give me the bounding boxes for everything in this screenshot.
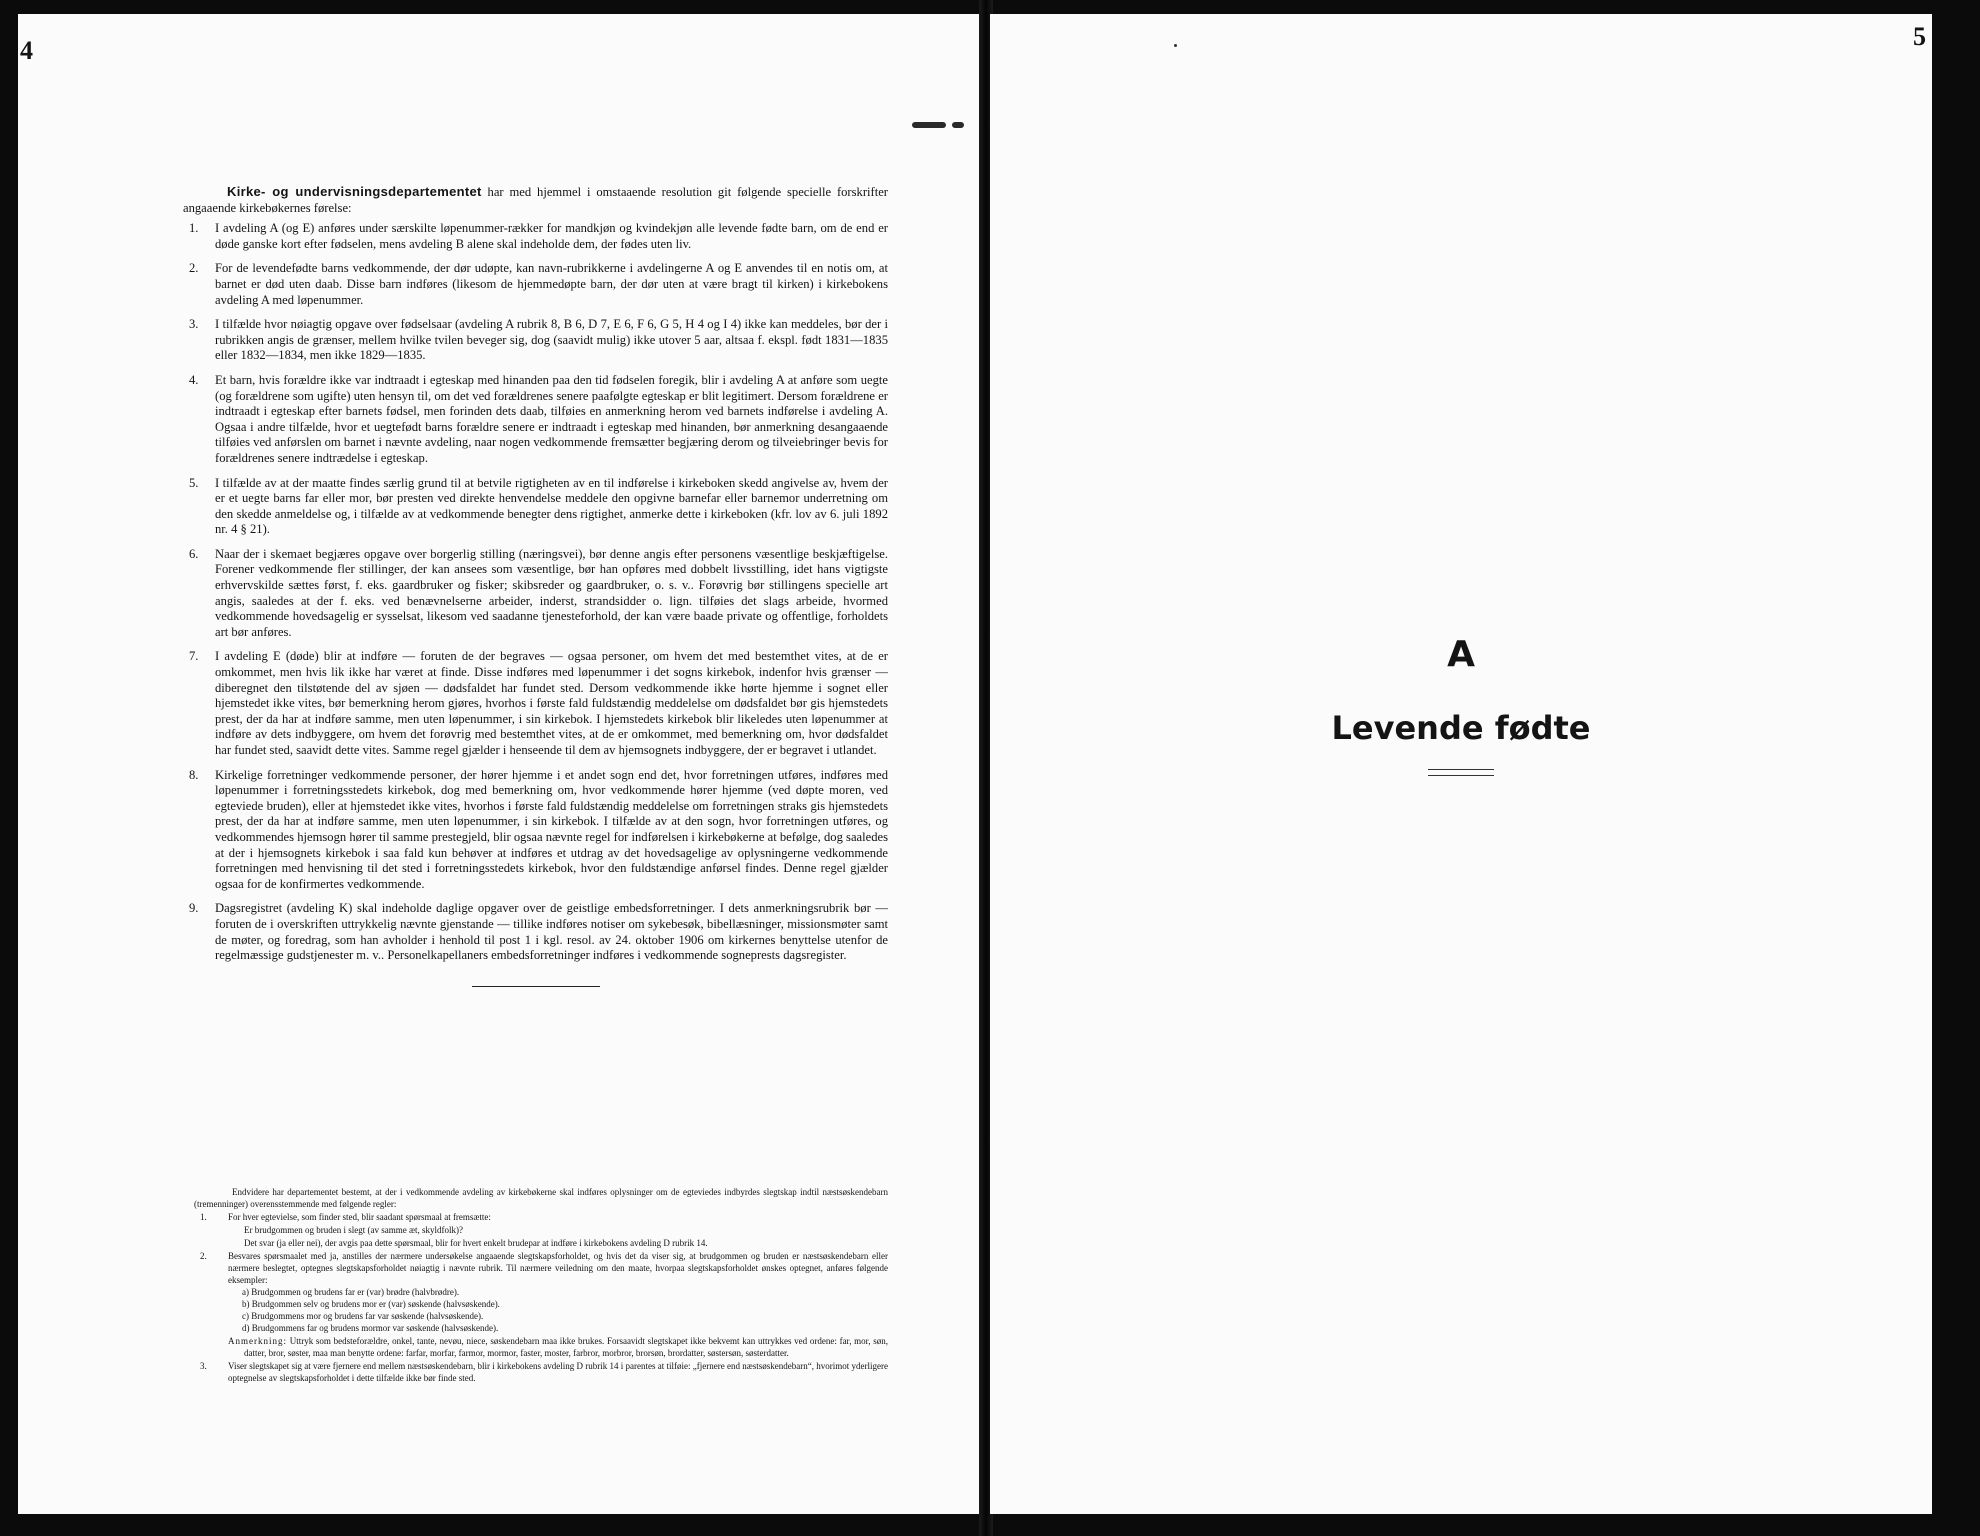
appendix-rule-text: Viser slegtskapet sig at være fjernere end mellem næstsøskendebarn, blir i kirkebokens avdeling D rubrik 14 i parentes at tilføie: „fjernere end næstsøskendebarn“, hvorimot yderligere optegnelse av slegtskapsforholdet i dette tilfælde ikke bør finde sted. bbox=[228, 1361, 888, 1383]
rule-number: 4. bbox=[189, 372, 199, 387]
right-page bbox=[990, 14, 1932, 1514]
appendix-rule-3 bbox=[194, 1360, 888, 1384]
section-letter: A bbox=[1447, 634, 1475, 675]
appendix-answer: Det svar (ja eller nei), der avgis paa dette spørsmaal, blir for hvert enkelt brudepar at indføre i kirkebokens avdeling D rubrik 14. bbox=[244, 1238, 708, 1248]
rule-item bbox=[183, 373, 888, 467]
page-speck bbox=[1174, 44, 1177, 47]
appendix-rule-number: 2. bbox=[200, 1251, 207, 1261]
rule-item bbox=[183, 476, 888, 538]
rule-item bbox=[183, 901, 888, 963]
rules-list bbox=[183, 221, 888, 964]
appendix-rule-number: 3. bbox=[200, 1361, 207, 1371]
rule-number: 5. bbox=[189, 475, 199, 490]
page-number-left: 4 bbox=[20, 36, 33, 65]
rule-number: 6. bbox=[189, 546, 199, 561]
appendix-rule-text: Besvares spørsmaalet med ja, anstilles der nærmere undersøkelse angaaende slegtskapsforholdet, og hvis det da viser sig, at brudgommen og bruden er næstsøskendebarn eller nærmere beslegtet, optegnes slegtskapsforholdet nøiagtig i nævnte rubrik. Til nærmere veiledning om den maate, hvorpaa slegtskapsforholdet ønskes optegnet, anføres følgende eksempler: bbox=[228, 1251, 888, 1285]
rule-item bbox=[183, 261, 888, 308]
appendix-rule-1 bbox=[194, 1211, 888, 1223]
rule-text: For de levendefødte barns vedkommende, der dør udøpte, kan navn-rubrikkerne i avdelingerne A og E anvendes til en notis om, at barnet er død uten daab. Disse barn indføres (likesom de hjemmedøpte barn, der dør uten at være bragt til kirken) i kirkebokens avdeling A med løpenummer. bbox=[215, 261, 888, 307]
rule-number: 8. bbox=[189, 767, 199, 782]
appendix-examples bbox=[194, 1286, 888, 1334]
appendix-note-lead: Anmerkning: bbox=[228, 1336, 287, 1346]
rule-item bbox=[183, 768, 888, 893]
rule-item bbox=[183, 221, 888, 252]
section-divider bbox=[472, 986, 600, 987]
rule-text: I avdeling E (døde) blir at indføre — foruten de der begraves — ogsaa personer, om hvem det med bestemthet vites, at de er omkommet, men hvis lik ikke har været at finde. Disse indføres med løpenummer i det sogns kirkebok, indenfor hvis grænser — diberegnet den tilstøtende del av sjøen — dødsfaldet har fundet sted. Dersom vedkommende ikke hørte hjemme i sognet eller hjemstedet ikke vites, bør bemerkning herom gjøres, hvorhos i første fald fuldstændig meddelelse om dødsfaldet bør gis hjemstedets prest, der da har at indføre samme, men uten løpenummer, i sin kirkebok. I hjemstedets kirkebok blir likeledes uten løpenummer at indføre av dets indbyggere, om hvem det forøvrig med bestemthet vites, at de er omkommet, med bemerkning om, hvor dødsfaldet har fundet sted, saavidt dette vites. Samme regel gjælder i henseende til dem av hjemsognets indbyggere, der er begravet i utlandet. bbox=[215, 649, 888, 757]
regulations-text bbox=[183, 184, 888, 987]
rule-text: Dagsregistret (avdeling K) skal indeholde daglige opgaver over de geistlige embedsforretninger. I dets anmerkningsrubrik bør — foruten de i overskriften uttrykkelig nævnte gjenstande — tillike indføres notiser om sykebesøk, bibellæsninger, missionsmøter samt de møter, og foredrag, som han avholder i henhold til post 1 i kgl. resol. av 24. oktober 1906 om kirkernes benyttelse utenfor de regelmæssige gudstjenester m. v.. Personelkapellaners embedsforretninger indføres i vedkommende sogneprests dagsregister. bbox=[215, 901, 888, 963]
appendix-text bbox=[194, 1186, 888, 1384]
appendix-example: b) Brudgommen selv og brudens mor er (var) søskende (halvsøskende). bbox=[242, 1299, 500, 1309]
left-page bbox=[18, 14, 982, 1514]
appendix-note bbox=[194, 1335, 888, 1359]
intro-lead: Kirke- og undervisningsdepartementet bbox=[227, 184, 482, 199]
page-number-right: 5 bbox=[1913, 22, 1926, 51]
rule-number: 3. bbox=[189, 317, 199, 332]
title-underline bbox=[1428, 769, 1494, 776]
rule-text: I tilfælde av at der maatte findes særlig grund til at betvile rigtigheten av en til indførelse i kirkeboken skedd angivelse av, hvem der er et uegte barns far eller mor, bør presten ved direkte henvendelse meddele den opgivne barnefar eller barnemor underretning om den skedde anmeldelse og, i tilfælde av at vedkommende benegter dens rigtighet, anmerke dette i kirkeboken (kfr. lov av 6. juli 1892 nr. 4 § 21). bbox=[215, 475, 888, 537]
rule-text: I tilfælde hvor nøiagtig opgave over fødselsaar (avdeling A rubrik 8, B 6, D 7, E 6, F 6, G 5, H 4 og I 4) ikke kan meddeles, bør der i rubrikken angis de grænser, mellem hvilke tvilen beveger sig, dog (saavidt mulig) ikke utover 5 aar, altsaa f. ekspl. født 1831—1835 eller 1832—1834, men ikke 1829—1835. bbox=[215, 317, 888, 363]
appendix-intro: Endvidere har departementet bestemt, at der i vedkommende avdeling av kirkebøkerne skal indføres oplysninger om de egteviedes indbyrdes slegtskap indtil næstsøskendebarn (tremenninger) overensstemmende med følgende regler: bbox=[194, 1187, 888, 1209]
rule-item bbox=[183, 649, 888, 758]
appendix-question: Er brudgommen og bruden i slegt (av samme æt, skyldfolk)? bbox=[244, 1225, 463, 1235]
appendix-rule-number: 1. bbox=[200, 1212, 207, 1222]
rule-item bbox=[183, 317, 888, 364]
rule-text: I avdeling A (og E) anføres under særskilte løpenummer-rækker for mandkjøn og kvindekjøn alle levende fødte barn, om de end er døde ganske kort efter fødselen, mens avdeling B alene skal indeholde dem, der fødes uten liv. bbox=[215, 221, 888, 251]
appendix-note-text: Uttryk som bedsteforældre, onkel, tante, nevøu, niece, søskendebarn maa ikke brukes. Forsaavidt slegtskapet ikke bekvemt kan uttrykkes ved ordene: far, mor, søn, datter, bror, søster, maa man benytte ordene: farfar, morfar, farmor, mormor, faster, moster, farbror, morbror, brorsøn, brordatter, søstersøn, søsterdatter. bbox=[244, 1336, 889, 1358]
rule-number: 7. bbox=[189, 649, 199, 664]
appendix-rule-text: For hver egtevielse, som finder sted, blir saadant spørsmaal at fremsætte: bbox=[228, 1212, 491, 1222]
rule-text: Kirkelige forretninger vedkommende personer, der hører hjemme i et andet sogn end det, hvor forretningen utføres, indføres med løpenummer i forretningsstedets kirkebok, dog med bemerkning om, hvor vedkommende hører hjemme (ved døpte moren, ved egteviede bruden), eller at hjemstedet ikke vites, hvorhos i første fald fuldstændig meddelelse om forretningen straks gis hjemstedets prest, der da har at indføre samme, men uten løpenummer, i sin kirkebok. I tilfælde av at den sogn, hvor forretningen utføres, og vedkommendes hjemsogn hører til samme prestegjeld, blir ogsaa nævnte regel for indførelsen i kirkebøkerne at befølge, dog saaledes at der i hjemsognets kirkebok i saa fald kun behøver at indføres et utdrag av det hovedsagelige av oplysningerne vedkommende forretningen med henvisning til det sted i forretningsstedets kirkebok, hvor den fuldstændige anførsel findes. Denne regel gjælder ogsaa for de konfirmertes vedkommende. bbox=[215, 767, 888, 891]
section-title: Levende fødte bbox=[1331, 709, 1591, 747]
rule-number: 2. bbox=[189, 261, 199, 276]
intro-rest: har med hjemmel i omstaaende resolution git følgende specielle forskrifter angaaende kirkebøkernes førelse: bbox=[183, 185, 888, 215]
rule-number: 1. bbox=[189, 221, 199, 236]
appendix-example: d) Brudgommens far og brudens mormor var søskende (halvsøskende). bbox=[242, 1323, 499, 1333]
rule-text: Et barn, hvis forældre ikke var indtraadt i egteskap med hinanden paa den tid fødselen foregik, blir i avdeling A at anføre som uegte (og forældrene som ugifte) uten hensyn til, om det ved forældrenes senere paafølgte egteskap er blit legitimert. Dersom forældrene er indtraadt i egteskap efter barnets fødsel, men forinden dets daab, tilføies en anmerkning herom ved barnets indførelse i avdeling A. Ogsaa i andre tilfælde, hvor et uegtefødt barns forældre senere er indtraadt i egteskap med hinanden, bør anmerkning desangaaende tilføies ved anførslen om barnet i nævnte avdeling, naar nogen vedkommende fremsætter begjæring derom og tilveiebringer bevis for forældrenes senere indtrædelse i egteskap. bbox=[215, 372, 888, 465]
appendix-example: c) Brudgommens mor og brudens far var søskende (halvsøskende). bbox=[242, 1311, 484, 1321]
rule-number: 9. bbox=[189, 901, 199, 916]
appendix-rule-2 bbox=[194, 1250, 888, 1286]
intro-paragraph bbox=[183, 184, 888, 216]
rule-item bbox=[183, 547, 888, 641]
rule-text: Naar der i skemaet begjæres opgave over borgerlig stilling (næringsvei), bør denne angis efter personens væsentlige beskjæftigelse. Forener vedkommende fler stillinger, der kan ansees som væsentlige, bør han opføres med dobbelt livsstilling, idet hans vigtigste erhvervskilde sættes først, f. eks. gaardbruker og fisker; skibsreder og gaardbruker, o. s. v.. Forøvrig bør stillingens specielle art angis, saaledes at der f. eks. ved benævnelserne arbeider, inderst, strandsidder o. lign. tilføies det slags arbeide, hvormed vedkommende hovedsagelig er sysselsat, likesom ved saadanne tjenesteforhold, der kan være baade private og offentlige, forholdets art bør anføres. bbox=[215, 546, 888, 639]
appendix-example: a) Brudgommen og brudens far er (var) brødre (halvbrødre). bbox=[242, 1287, 460, 1297]
